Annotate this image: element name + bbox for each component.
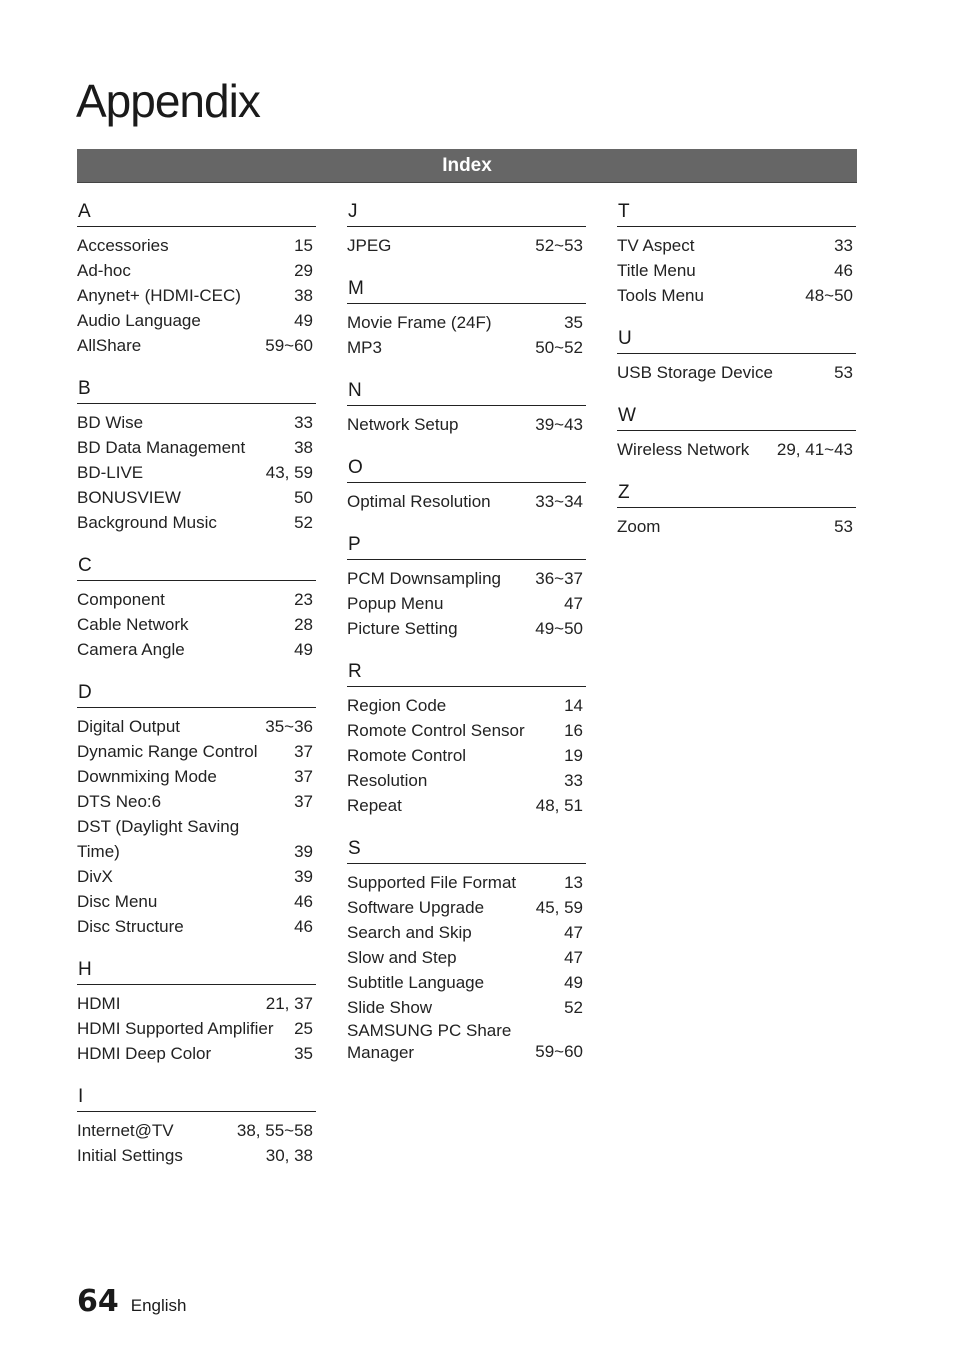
entry-pages: 49 <box>294 311 313 330</box>
entry-term: Repeat <box>347 796 402 815</box>
entry-pages: 45, 59 <box>535 898 583 917</box>
entry-pages: 14 <box>564 696 583 715</box>
entry-pages: 23 <box>294 590 313 609</box>
index-entry <box>77 1118 316 1143</box>
section-letter: W <box>618 405 636 426</box>
index-entry <box>77 233 316 258</box>
index-entry <box>347 566 586 591</box>
entry-term: Supported File Format <box>347 873 517 892</box>
index-entry <box>77 333 316 358</box>
entry-pages: 39 <box>294 842 313 861</box>
index-section-r <box>347 658 586 835</box>
entry-pages: 46 <box>294 892 313 911</box>
entry-pages: 59~60 <box>535 1042 583 1061</box>
entry-term: Tools Menu <box>617 286 704 305</box>
entry-term: Region Code <box>347 696 447 715</box>
index-entry <box>77 485 316 510</box>
index-section-s <box>347 835 586 1081</box>
index-entry <box>347 743 586 768</box>
entry-term: Romote Control Sensor <box>347 721 525 740</box>
section-letter: M <box>348 278 364 299</box>
entry-term: Downmixing Mode <box>77 767 217 786</box>
section-letter: R <box>348 661 362 682</box>
index-entry <box>77 283 316 308</box>
index-entry <box>347 718 586 743</box>
entry-pages: 28 <box>294 615 313 634</box>
section-divider <box>347 303 586 304</box>
section-divider <box>347 863 586 864</box>
entry-pages: 48~50 <box>805 286 853 305</box>
entry-pages: 16 <box>564 721 583 740</box>
entry-term: Zoom <box>617 517 661 536</box>
entry-term: DST (Daylight Saving Time) <box>77 817 240 861</box>
index-entry <box>617 258 856 283</box>
index-entry <box>77 258 316 283</box>
index-section-j <box>347 198 586 275</box>
section-divider <box>347 559 586 560</box>
index-entry <box>77 435 316 460</box>
index-section-d <box>77 679 316 956</box>
index-banner: Index <box>77 149 857 183</box>
section-divider <box>347 226 586 227</box>
entry-pages: 33 <box>294 413 313 432</box>
entry-term: BONUSVIEW <box>77 488 181 507</box>
index-entry <box>77 991 316 1016</box>
section-divider <box>617 353 856 354</box>
index-entry <box>617 283 856 308</box>
index-entry <box>347 489 586 514</box>
entry-term: SAMSUNG PC Share Manager <box>347 1021 512 1062</box>
entry-pages: 33 <box>834 236 853 255</box>
section-divider <box>347 405 586 406</box>
index-section-w <box>617 402 856 479</box>
entry-pages: 50~52 <box>535 338 583 357</box>
index-entry <box>347 895 586 920</box>
section-letter: C <box>78 555 92 576</box>
entry-pages: 21, 37 <box>265 994 313 1013</box>
index-entry <box>77 510 316 535</box>
section-letter: H <box>78 959 92 980</box>
entry-term: Disc Structure <box>77 917 184 936</box>
index-section-a <box>77 198 316 375</box>
index-entry <box>347 591 586 616</box>
section-letter: D <box>78 682 92 703</box>
index-entry <box>77 714 316 739</box>
index-entry <box>347 310 586 335</box>
section-letter: A <box>78 201 91 222</box>
index-entry <box>77 587 316 612</box>
entry-term: MP3 <box>347 338 382 357</box>
section-letter: T <box>618 201 630 222</box>
entry-pages: 36~37 <box>535 569 583 588</box>
index-entry <box>77 789 316 814</box>
entry-term: Subtitle Language <box>347 973 485 992</box>
entry-term: Popup Menu <box>347 594 444 613</box>
index-section-m <box>347 275 586 377</box>
entry-term: Dynamic Range Control <box>77 742 258 761</box>
entry-pages: 37 <box>294 742 313 761</box>
section-divider <box>347 686 586 687</box>
entry-pages: 52~53 <box>535 236 583 255</box>
index-entry <box>347 870 586 895</box>
section-divider <box>77 1111 316 1112</box>
entry-pages: 30, 38 <box>265 1146 313 1165</box>
index-entry <box>347 920 586 945</box>
entry-pages: 43, 59 <box>265 463 313 482</box>
entry-term: Component <box>77 590 165 609</box>
entry-term: HDMI Deep Color <box>77 1044 212 1063</box>
index-section-u <box>617 325 856 402</box>
entry-pages: 13 <box>564 873 583 892</box>
entry-term: DivX <box>77 867 113 886</box>
index-entry <box>617 514 856 539</box>
entry-pages: 38 <box>294 438 313 457</box>
entry-term: Background Music <box>77 513 217 532</box>
index-column-3 <box>617 198 856 556</box>
entry-pages: 39 <box>294 867 313 886</box>
entry-pages: 35 <box>564 313 583 332</box>
index-section-p <box>347 531 586 658</box>
entry-term: Wireless Network <box>617 440 750 459</box>
section-letter: Z <box>618 482 630 503</box>
entry-pages: 59~60 <box>265 336 313 355</box>
section-divider <box>617 226 856 227</box>
entry-term: Title Menu <box>617 261 696 280</box>
entry-term: BD Data Management <box>77 438 246 457</box>
entry-pages: 37 <box>294 792 313 811</box>
entry-pages: 25 <box>294 1019 313 1038</box>
entry-term: HDMI <box>77 994 121 1013</box>
index-entry <box>77 1143 316 1168</box>
entry-pages: 53 <box>834 517 853 536</box>
section-letter: B <box>78 378 91 399</box>
section-letter: S <box>348 838 361 859</box>
index-section-h <box>77 956 316 1083</box>
entry-pages: 47 <box>564 923 583 942</box>
entry-term: Digital Output <box>77 717 180 736</box>
entry-pages: 49 <box>564 973 583 992</box>
index-entry <box>617 360 856 385</box>
page-number: 64 <box>77 1284 119 1319</box>
entry-term: Search and Skip <box>347 923 472 942</box>
section-letter: U <box>618 328 632 349</box>
index-entry <box>347 970 586 995</box>
entry-pages: 50 <box>294 488 313 507</box>
entry-term: JPEG <box>347 236 392 255</box>
index-section-o <box>347 454 586 531</box>
section-letter: I <box>78 1086 84 1107</box>
entry-term: Optimal Resolution <box>347 492 491 511</box>
index-entry <box>347 335 586 360</box>
index-entry <box>77 308 316 333</box>
entry-pages: 39~43 <box>535 415 583 434</box>
index-entry <box>347 768 586 793</box>
entry-term: Movie Frame (24F) <box>347 313 492 332</box>
section-divider <box>77 984 316 985</box>
entry-term: USB Storage Device <box>617 363 773 382</box>
entry-pages: 38 <box>294 286 313 305</box>
section-divider <box>617 430 856 431</box>
entry-pages: 38, 55~58 <box>236 1121 313 1140</box>
section-letter: N <box>348 380 362 401</box>
entry-pages: 19 <box>564 746 583 765</box>
index-entry <box>77 814 316 864</box>
index-section-z <box>617 479 856 556</box>
index-entry <box>347 945 586 970</box>
index-section-c <box>77 552 316 679</box>
entry-pages: 47 <box>564 948 583 967</box>
entry-term: Cable Network <box>77 615 189 634</box>
entry-term: TV Aspect <box>617 236 695 255</box>
index-entry <box>77 864 316 889</box>
index-entry <box>77 739 316 764</box>
index-entry <box>77 612 316 637</box>
entry-term: Internet@TV <box>77 1121 174 1140</box>
entry-term: Anynet+ (HDMI-CEC) <box>77 286 241 305</box>
section-letter: P <box>348 534 361 555</box>
section-divider <box>77 580 316 581</box>
entry-pages: 49 <box>294 640 313 659</box>
index-entry <box>347 693 586 718</box>
entry-pages: 46 <box>834 261 853 280</box>
entry-term: Slow and Step <box>347 948 457 967</box>
entry-pages: 29 <box>294 261 313 280</box>
index-section-b <box>77 375 316 552</box>
section-letter: J <box>348 201 358 222</box>
entry-pages: 49~50 <box>535 619 583 638</box>
entry-term: Accessories <box>77 236 169 255</box>
entry-term: PCM Downsampling <box>347 569 501 588</box>
index-entry <box>347 995 586 1020</box>
index-entry <box>77 637 316 662</box>
entry-pages: 35 <box>294 1044 313 1063</box>
index-entry <box>77 914 316 939</box>
entry-pages: 33 <box>564 771 583 790</box>
entry-term: Ad-hoc <box>77 261 131 280</box>
index-entry <box>347 412 586 437</box>
entry-term: Resolution <box>347 771 428 790</box>
entry-term: BD-LIVE <box>77 463 144 482</box>
entry-term: AllShare <box>77 336 142 355</box>
entry-term: Camera Angle <box>77 640 185 659</box>
entry-term: Slide Show <box>347 998 433 1017</box>
entry-term: Audio Language <box>77 311 201 330</box>
entry-pages: 52 <box>294 513 313 532</box>
page-footer <box>77 1284 187 1319</box>
page-title: Appendix <box>76 75 260 127</box>
index-entry <box>347 1020 586 1064</box>
index-entry <box>617 437 856 462</box>
entry-pages: 47 <box>564 594 583 613</box>
index-entry <box>77 764 316 789</box>
section-divider <box>77 707 316 708</box>
entry-term: HDMI Supported Amplifier <box>77 1019 274 1038</box>
index-entry <box>347 616 586 641</box>
index-section-i <box>77 1083 316 1185</box>
index-entry <box>347 793 586 818</box>
entry-pages: 52 <box>564 998 583 1017</box>
index-section-t <box>617 198 856 325</box>
entry-term: BD Wise <box>77 413 144 432</box>
section-divider <box>77 403 316 404</box>
index-column-1 <box>77 198 316 1185</box>
section-letter: O <box>348 457 363 478</box>
entry-term: Software Upgrade <box>347 898 485 917</box>
entry-pages: 33~34 <box>535 492 583 511</box>
index-section-n <box>347 377 586 454</box>
entry-term: Network Setup <box>347 415 459 434</box>
index-entry <box>77 1041 316 1066</box>
section-divider <box>347 482 586 483</box>
entry-pages: 35~36 <box>265 717 313 736</box>
entry-term: Disc Menu <box>77 892 158 911</box>
index-column-2 <box>347 198 586 1081</box>
index-entry <box>77 889 316 914</box>
index-entry <box>347 233 586 258</box>
entry-term: Initial Settings <box>77 1146 183 1165</box>
section-divider <box>77 226 316 227</box>
section-divider <box>617 507 856 508</box>
entry-pages: 48, 51 <box>535 796 583 815</box>
entry-term: Picture Setting <box>347 619 458 638</box>
index-entry <box>77 460 316 485</box>
entry-pages: 15 <box>294 236 313 255</box>
entry-pages: 53 <box>834 363 853 382</box>
entry-term: Romote Control <box>347 746 467 765</box>
language-label: English <box>130 1296 187 1315</box>
index-entry <box>617 233 856 258</box>
entry-pages: 29, 41~43 <box>776 440 853 459</box>
entry-pages: 46 <box>294 917 313 936</box>
index-entry <box>77 1016 316 1041</box>
index-entry <box>77 410 316 435</box>
entry-pages: 37 <box>294 767 313 786</box>
entry-term: DTS Neo:6 <box>77 792 162 811</box>
